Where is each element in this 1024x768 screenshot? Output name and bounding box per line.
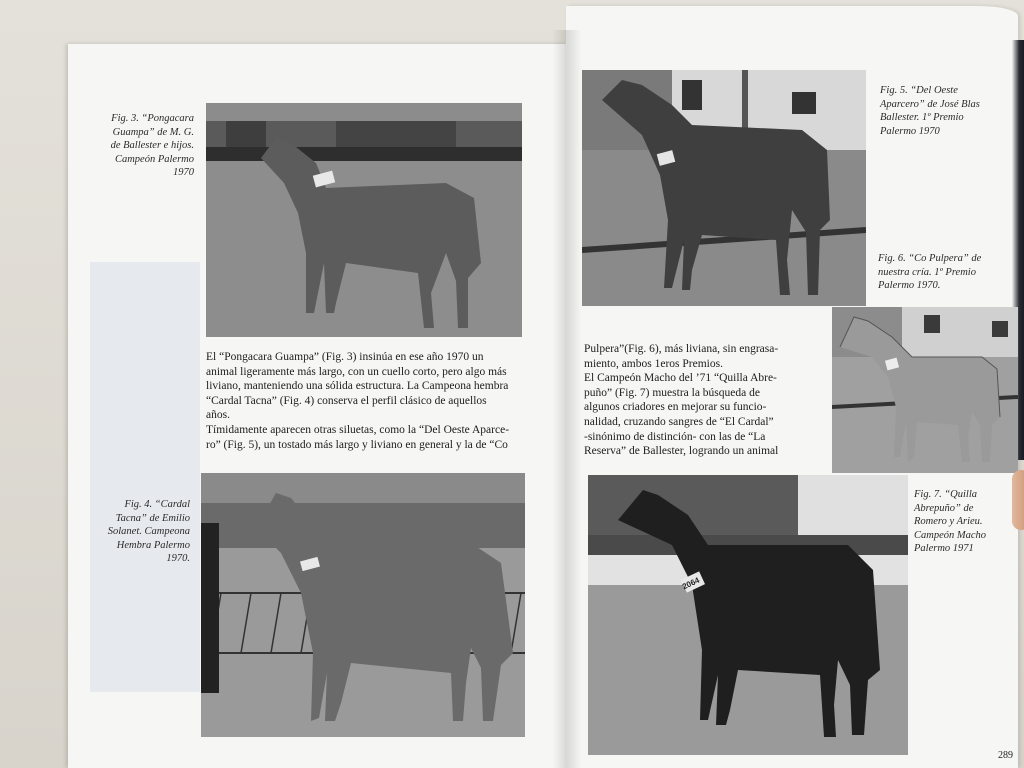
fig3-caption: Fig. 3. “Pongacara Guampa” de M. G. de Ballester e hijos. Campeón Palermo 1970 bbox=[110, 113, 194, 178]
right-body-text: Pulpera”(Fig. 6), más liviana, sin engrasa- miento, ambos 1eros Premios. El Campeón Macho del ’71 “Quilla Abre- puño” (Fig. 7) muestra la búsqueda de algunos criadores en mejorar su funcio- nalidad, cruzando sangres de “El Cardal” -sinónimo de distinción- con las de “La Reserva” de Ballester, logrando un animal bbox=[584, 343, 779, 458]
thumb bbox=[1012, 470, 1024, 530]
page-number: 289 bbox=[998, 750, 1013, 761]
fig7-tag: 2064 bbox=[680, 575, 701, 592]
fig3-photo bbox=[206, 103, 522, 337]
fig7-caption: Fig. 7. “Quilla Abrepuño” de Romero y Arieu. Campeón Macho Palermo 1971 bbox=[914, 489, 987, 554]
fig7-photo bbox=[588, 475, 908, 755]
fig5-caption: Fig. 5. “Del Oeste Aparcero” de José Blas Ballester. 1º Premio Palermo 1970 bbox=[880, 85, 980, 137]
fig4-caption: Fig. 4. “Cardal Tacna” de Emilio Solanet. Campeona Hembra Palermo 1970. bbox=[107, 499, 190, 564]
book-gutter bbox=[552, 30, 582, 768]
fig4-photo bbox=[201, 473, 525, 737]
fig5-photo bbox=[582, 70, 866, 306]
fig6-photo bbox=[832, 307, 1018, 473]
left-body-text: El “Pongacara Guampa” (Fig. 3) insinúa en ese año 1970 un animal ligeramente más largo, con un cuello corto, pero algo más liviano, manteniendo una sólida estructura. La Campeona hembra “Cardal Tacna” (Fig. 4) conserva el perfil clásico de aquellos años. Tímidamente aparecen otras siluetas, como la “Del Oeste Aparce- ro” (Fig. 5), un tostado más largo y liviano en general y la de “Co bbox=[206, 351, 510, 451]
page-shadow bbox=[90, 262, 200, 692]
fig6-caption: Fig. 6. “Co Pulpera” de nuestra cría. 1º Premio Palermo 1970. bbox=[878, 253, 982, 291]
